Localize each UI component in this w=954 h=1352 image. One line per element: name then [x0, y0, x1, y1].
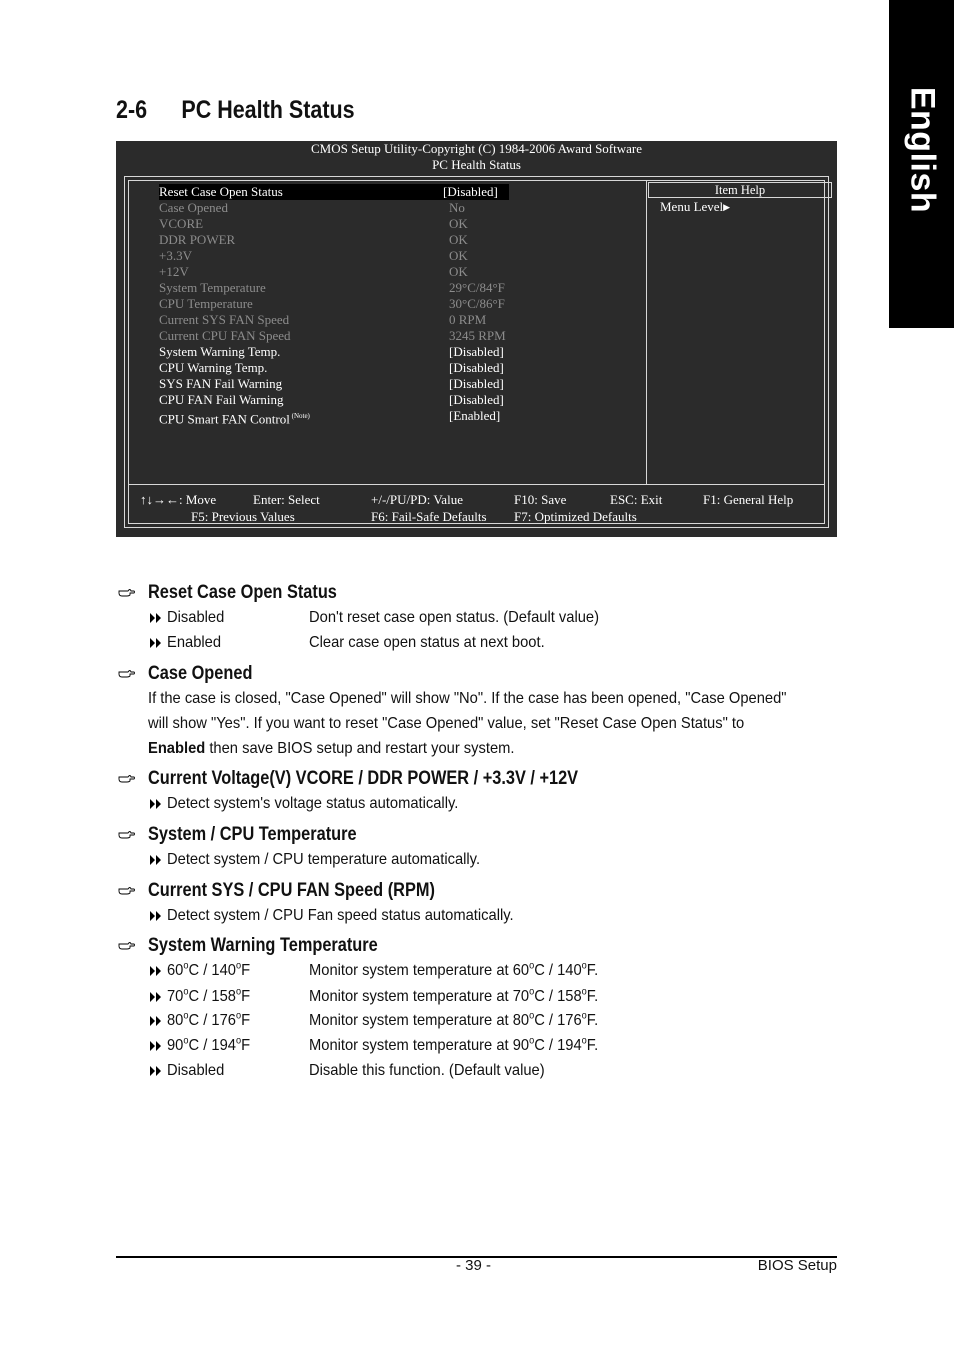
bios-screen [116, 141, 837, 537]
bios-setting-label: Case Opened [159, 200, 228, 215]
bios-setting-value: OK [449, 264, 468, 279]
double-arrow-icon [149, 1040, 163, 1052]
bios-inner-frame [128, 180, 825, 524]
bios-setting-value: 29°C/84°F [449, 280, 505, 295]
bios-setting-label[interactable]: CPU FAN Fail Warning [159, 392, 284, 407]
bios-setting-value: OK [449, 248, 468, 263]
double-arrow-icon [149, 637, 163, 649]
bios-setting-label[interactable]: Reset Case Open Status [159, 184, 283, 199]
bios-setting-label: +12V [159, 264, 189, 279]
bios-setting-value: OK [449, 216, 468, 231]
bios-setting-label[interactable]: CPU Smart FAN Control $^{(Note)}$ [159, 411, 310, 427]
pointing-hand-icon [118, 885, 135, 895]
footer-save: F10: Save [514, 492, 567, 507]
footer-move: ↑↓→←: Move [140, 492, 217, 507]
heading-fan-speed: Current SYS / CPU FAN Speed (RPM) [148, 880, 435, 901]
footer-value: +/-/PU/PD: Value [371, 492, 463, 507]
bios-setting-value[interactable]: [Disabled] [449, 392, 504, 407]
option-name: 90$^o$C / 194$^o$F [167, 1035, 251, 1054]
bios-setting-label: VCORE [159, 216, 204, 231]
heading-case-opened: Case Opened [148, 663, 253, 684]
item-help-rule [648, 197, 832, 198]
bios-setting-label: System Temperature [159, 280, 266, 295]
item-help-header: Item Help [648, 182, 832, 198]
double-arrow-icon [149, 965, 163, 977]
language-tab-label: English [903, 86, 941, 214]
menu-level [660, 199, 730, 215]
bios-setting-value[interactable]: [Disabled] [449, 344, 504, 359]
option-name: Disabled [167, 609, 225, 626]
bios-setting-label: Current CPU FAN Speed [159, 328, 291, 343]
footer-failsafe: F6: Fail-Safe Defaults [371, 509, 487, 524]
note-marker: (Note) [289, 412, 310, 420]
bios-header-page: PC Health Status [432, 157, 521, 172]
paragraph-line: will show "Yes". If you want to reset "Case Opened" value, set "Reset Case Open Status" to [148, 715, 745, 732]
footer-section-name: BIOS Setup [757, 1257, 837, 1274]
footer-help: F1: General Help [703, 492, 794, 507]
section-title-text: PC Health Status [181, 96, 355, 124]
page-number: - 39 - [456, 1257, 492, 1274]
bios-setting-label[interactable]: CPU Warning Temp. [159, 360, 268, 375]
bios-setting-value: No [449, 200, 465, 215]
double-arrow-icon [149, 910, 163, 922]
bios-setting-label[interactable]: System Warning Temp. [159, 344, 281, 359]
option-name: 80$^o$C / 176$^o$F [167, 1010, 251, 1029]
option-desc: Monitor system temperature at 80$^o$C / 176$^o$F. [309, 1010, 599, 1029]
bios-setting-value[interactable]: [Disabled] [443, 184, 498, 199]
option-desc: Monitor system temperature at 70$^o$C / 158$^o$F. [309, 986, 599, 1005]
double-arrow-icon [149, 1065, 163, 1077]
paragraph-rest: then save BIOS setup and restart your system. [205, 740, 515, 757]
bios-setting-value[interactable]: [Disabled] [449, 360, 504, 375]
bios-setting-label: Current SYS FAN Speed [159, 312, 290, 327]
section-number: 2-6 [116, 96, 148, 124]
footer-optimized: F7: Optimized Defaults [514, 509, 637, 524]
bios-setting-value[interactable]: [Disabled] [449, 376, 504, 391]
double-arrow-icon [149, 854, 163, 866]
bios-setting-value: 3245 RPM [449, 328, 506, 343]
option-desc: Clear case open status at next boot. [309, 634, 545, 651]
option-desc: Monitor system temperature at 90$^o$C / 194$^o$F. [309, 1035, 599, 1054]
pointing-hand-icon [118, 587, 135, 597]
option-name: 70$^o$C / 158$^o$F [167, 986, 251, 1005]
bios-setting-value: 0 RPM [449, 312, 487, 327]
double-arrow-icon [149, 991, 163, 1003]
bios-frame [124, 176, 829, 528]
option-name: Enabled [167, 634, 222, 651]
option-name: Disabled [167, 1062, 225, 1079]
fan-desc: Detect system / CPU Fan speed status automatically. [167, 907, 514, 924]
bold-enabled: Enabled [148, 740, 206, 757]
pointing-hand-icon [118, 940, 135, 950]
bios-setting-value: OK [449, 232, 468, 247]
bios-setting-label[interactable]: SYS FAN Fail Warning [159, 376, 283, 391]
pointing-hand-icon [118, 773, 135, 783]
pointing-hand-icon [118, 829, 135, 839]
double-arrow-icon [149, 1015, 163, 1027]
double-arrow-icon [149, 612, 163, 624]
bios-setting-label: +3.3V [159, 248, 192, 263]
bios-header-copyright: CMOS Setup Utility-Copyright (C) 1984-2006 Award Software [310, 141, 642, 156]
option-desc: Monitor system temperature at 60$^o$C / 140$^o$F. [309, 960, 599, 979]
bios-setting-label: CPU Temperature [159, 296, 253, 311]
double-arrow-icon [149, 798, 163, 810]
pointing-hand-icon [118, 668, 135, 678]
language-tab [889, 0, 954, 328]
bios-divider [646, 181, 647, 484]
footer-exit: ESC: Exit [610, 492, 663, 507]
paragraph-line: If the case is closed, "Case Opened" will show "No". If the case has been opened, "Case Opened" [148, 690, 787, 707]
footer-previous: F5: Previous Values [191, 509, 295, 524]
heading-voltage: Current Voltage(V) VCORE / DDR POWER / +3.3V / +12V [148, 768, 579, 789]
heading-reset-case-open: Reset Case Open Status [148, 582, 337, 603]
voltage-desc: Detect system's voltage status automatically. [167, 795, 459, 812]
page-title [116, 96, 355, 125]
menu-level-arrow-icon: ▶ [723, 202, 731, 212]
option-desc: Don't reset case open status. (Default value) [309, 609, 600, 626]
option-desc: Disable this function. (Default value) [309, 1062, 545, 1079]
bios-setting-label: DDR POWER [159, 232, 236, 247]
option-name: 60$^o$C / 140$^o$F [167, 960, 251, 979]
heading-temperature: System / CPU Temperature [148, 824, 357, 845]
heading-warning-temp: System Warning Temperature [148, 935, 378, 956]
footer-enter: Enter: Select [253, 492, 320, 507]
temperature-desc: Detect system / CPU temperature automatically. [167, 851, 481, 868]
bios-footer-divider [129, 484, 824, 485]
bios-setting-value[interactable]: [Enabled] [449, 408, 501, 423]
bios-setting-value: 30°C/86°F [449, 296, 505, 311]
menu-level-label: Menu Level [660, 199, 724, 214]
paragraph-line [148, 739, 515, 759]
